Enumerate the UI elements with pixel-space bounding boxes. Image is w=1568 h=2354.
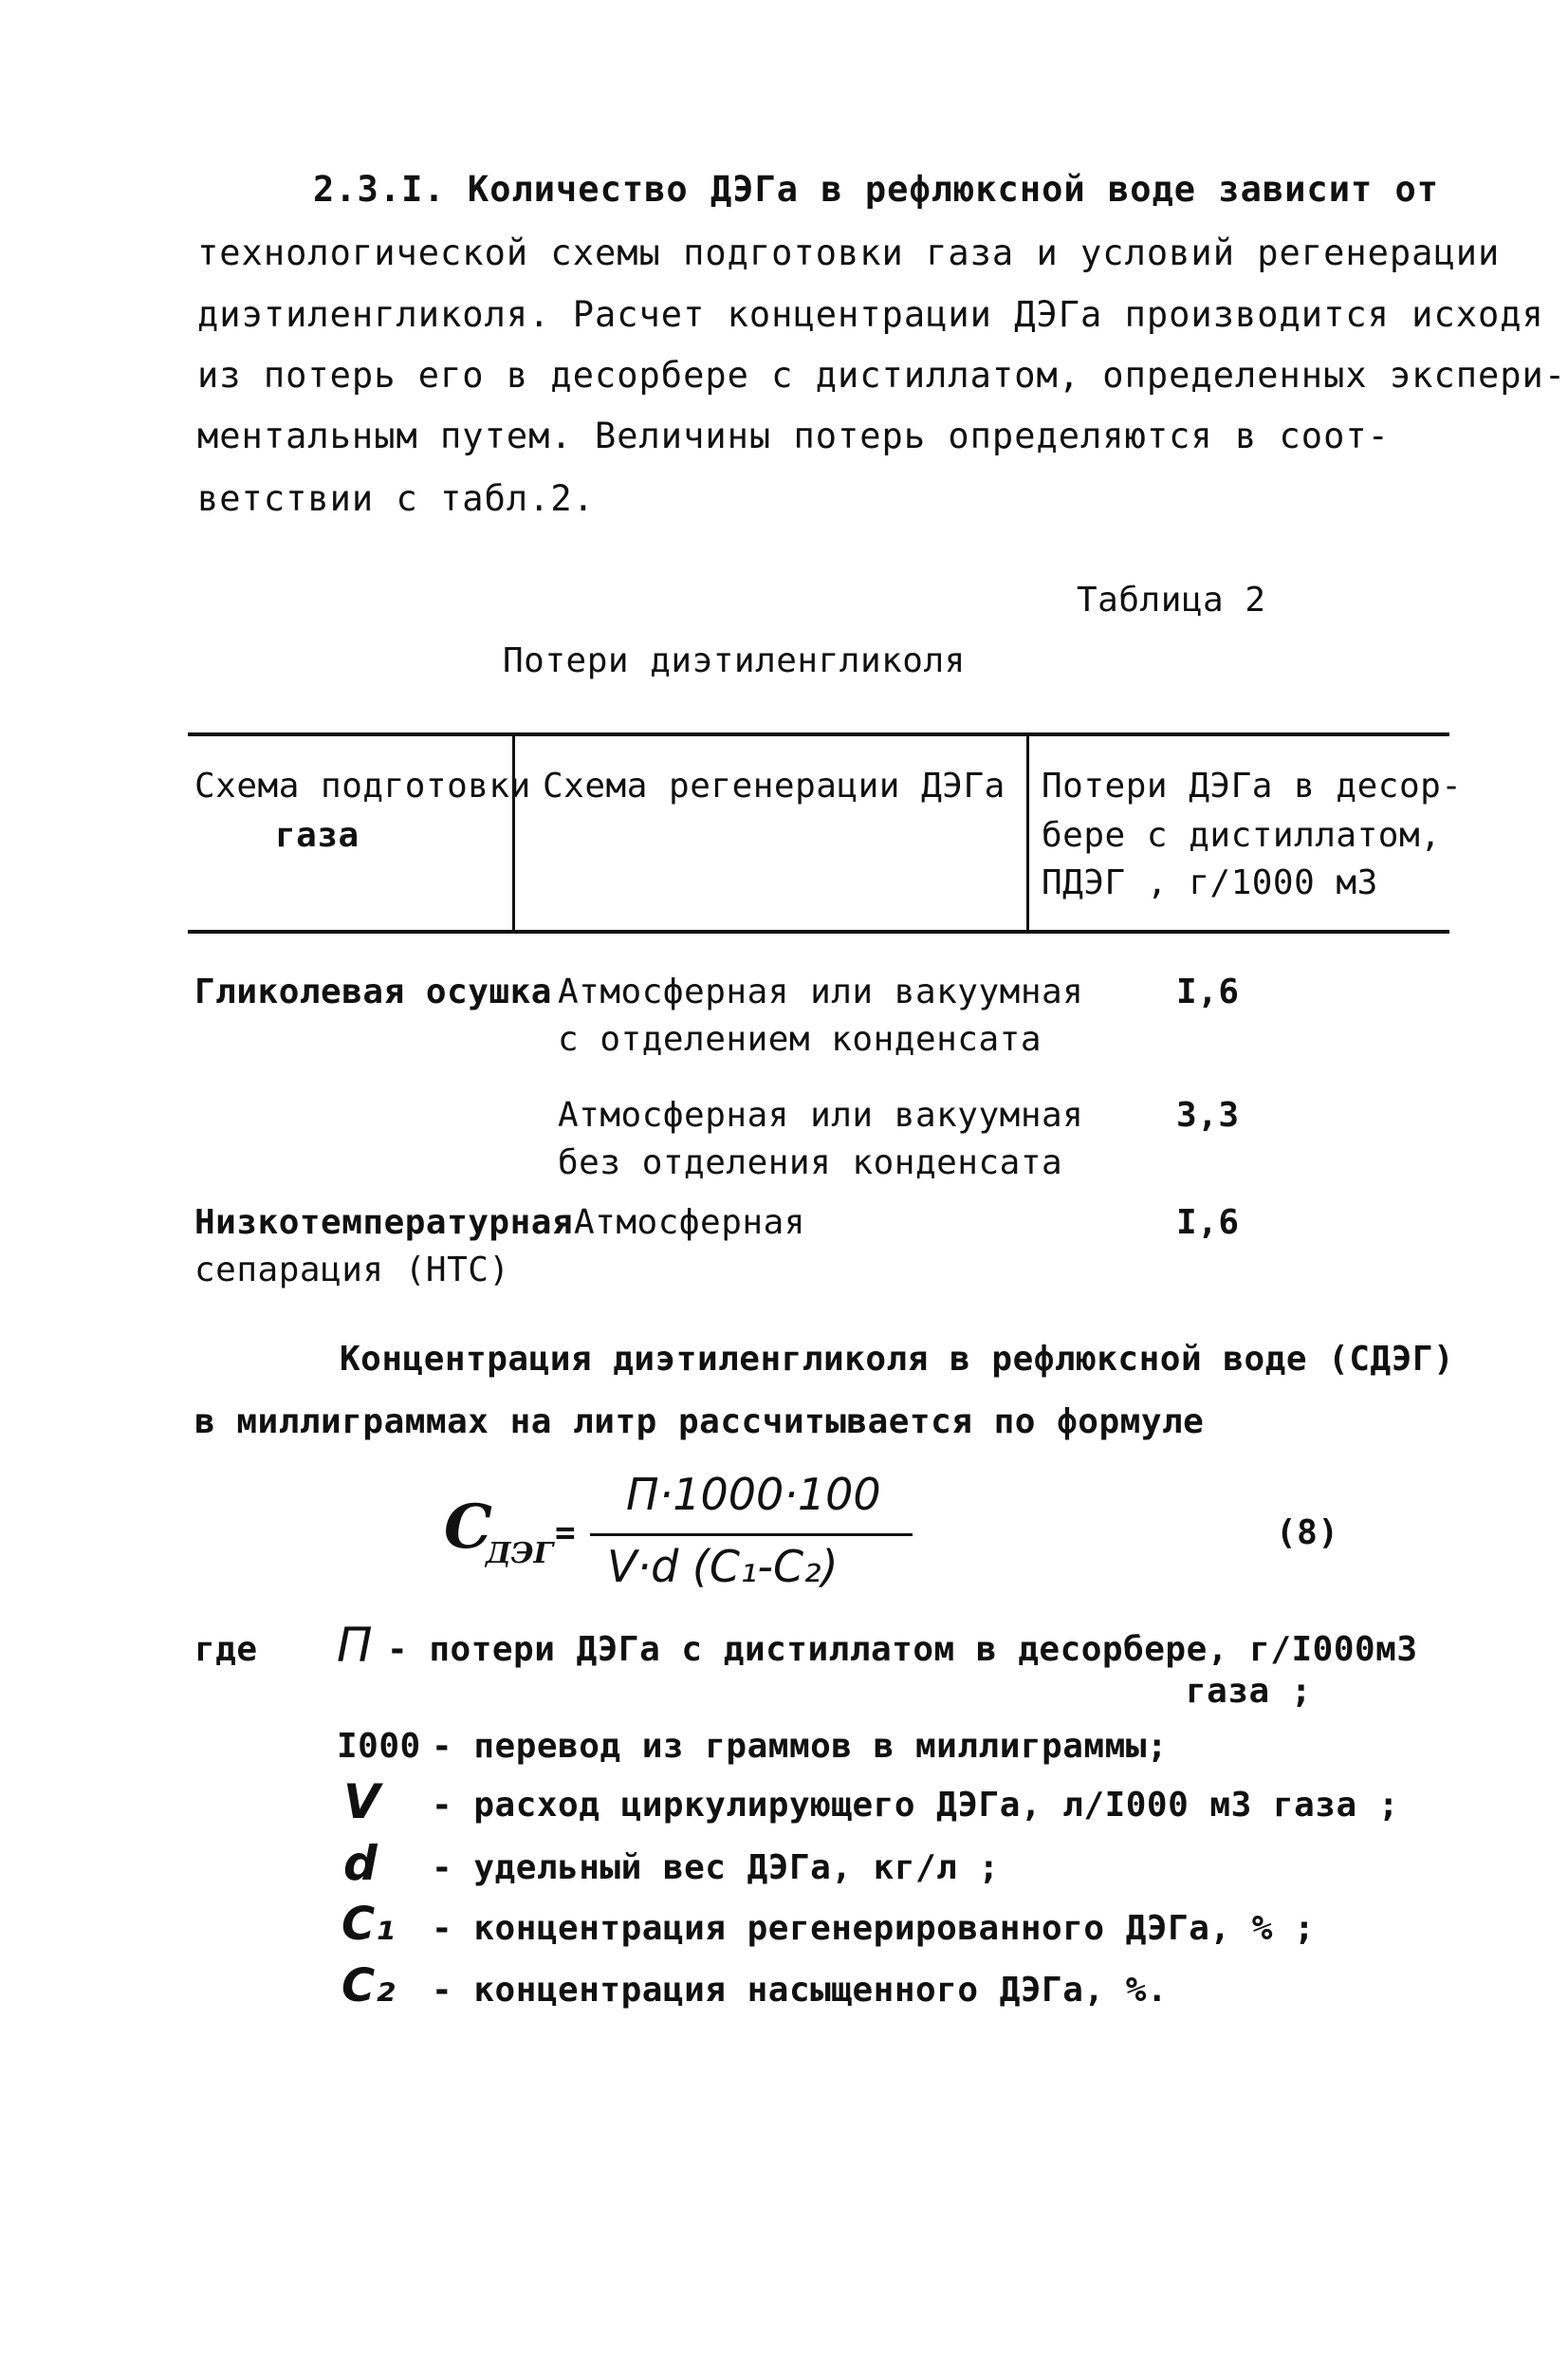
row-scheme: Низкотемпературная: [194, 1203, 574, 1242]
definition-text: - удельный вес ДЭГа, кг/л ;: [432, 1848, 1000, 1887]
row-scheme: Гликолевая осушка: [194, 973, 552, 1011]
row-loss: 3,3: [1176, 1096, 1240, 1135]
formula-equals: =: [555, 1513, 576, 1552]
definition-symbol: C₂: [341, 1959, 396, 2012]
paragraph-line: технологической схемы подготовки газа и условий регенерации: [197, 232, 1501, 273]
definition-text: - концентрация насыщенного ДЭГа, %.: [432, 1971, 1169, 2010]
definition-symbol: V: [343, 1774, 380, 1829]
where-word: где: [194, 1630, 258, 1669]
paragraph-line: ветствии с табл.2.: [197, 478, 595, 519]
fraction-bar: [590, 1533, 913, 1536]
definition-symbol: d: [343, 1836, 378, 1891]
table-top-rule: [188, 732, 1449, 736]
row-loss: I,6: [1176, 973, 1240, 1011]
header-col3-line: бере с дистиллатом,: [1042, 816, 1442, 855]
definition-text: - концентрация регенерированного ДЭГа, % ;: [432, 1909, 1316, 1948]
definition-symbol: C₁: [341, 1898, 396, 1951]
row-scheme: сепарация (НТС): [194, 1251, 510, 1289]
header-col3-line: Потери ДЭГа в десор-: [1042, 767, 1463, 806]
header-col3-line: ПДЭГ , г/1000 м3: [1042, 863, 1378, 902]
paragraph-line: ментальным путем. Величины потерь определяются в соот-: [197, 416, 1390, 456]
formula-lhs: C: [444, 1492, 492, 1563]
header-col1-line: газа: [275, 816, 360, 855]
paragraph-line: 2.3.I. Количество ДЭГа в рефлюксной воде зависит от: [313, 169, 1440, 210]
table-header-rule: [188, 930, 1449, 934]
table-col-divider: [1026, 732, 1029, 934]
formula-numerator: П·1000·100: [626, 1469, 881, 1520]
table-label: Таблица 2: [1077, 581, 1266, 620]
definition-text: - расход циркулирующего ДЭГа, л/I000 м3 газа ;: [432, 1786, 1399, 1825]
paragraph-line: диэтиленгликоля. Расчет концентрации ДЭГа производится исходя: [197, 294, 1544, 335]
header-col1-line: Схема подготовки: [194, 767, 531, 806]
row-regen: Атмосферная или вакуумная: [558, 1096, 1084, 1135]
row-regen: Атмосферная: [574, 1203, 805, 1242]
formula-intro-line: в миллиграммах на литр рассчитывается по формуле: [194, 1402, 1205, 1441]
definition-text: - потери ДЭГа с дистиллатом в десорбере, г/I000м3: [387, 1630, 1418, 1669]
formula-denominator: V·d (C₁-C₂): [607, 1541, 839, 1592]
definition-cont: газа ;: [1186, 1672, 1313, 1711]
definition-symbol: П: [337, 1618, 373, 1673]
row-regen: с отделением конденсата: [558, 1020, 1042, 1059]
definition-text: - перевод из граммов в миллиграммы;: [432, 1727, 1169, 1766]
header-col2-line: Схема регенерации ДЭГа: [543, 767, 1005, 806]
row-regen: Атмосферная или вакуумная: [558, 973, 1084, 1011]
formula-number: (8): [1276, 1513, 1339, 1552]
formula-lhs-subscript: ДЭГ: [486, 1537, 554, 1570]
paragraph-line: из потерь его в десорбере с дистиллатом, определенных экспери-: [197, 355, 1567, 396]
table-title: Потери диэтиленгликоля: [503, 641, 966, 680]
table-col-divider: [512, 732, 515, 934]
row-loss: I,6: [1176, 1203, 1240, 1242]
formula-intro-line: Концентрация диэтиленгликоля в рефлюксной воде (CДЭГ): [340, 1340, 1455, 1379]
definition-symbol: I000: [337, 1727, 421, 1766]
row-regen: без отделения конденсата: [558, 1143, 1063, 1182]
